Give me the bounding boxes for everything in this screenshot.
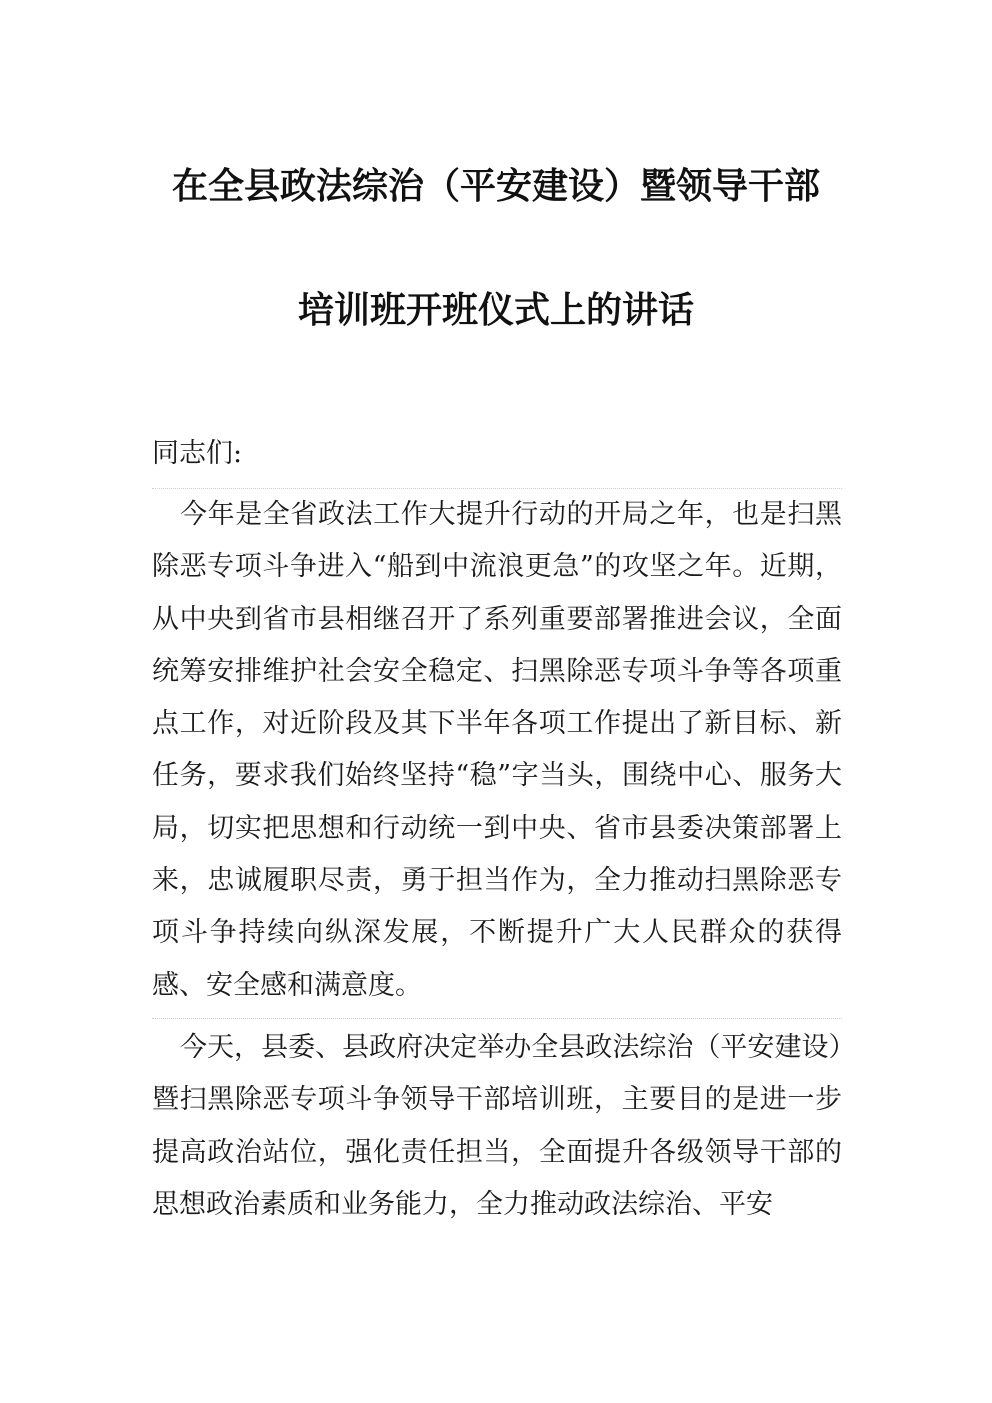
document-title-line-1: 在全县政法综治（平安建设）暨领导干部 [171,165,820,207]
salutation: 同志们: [152,438,243,469]
paragraph-2: 今天，县委、县政府决定举办全县政法综治（平安建设）暨扫黑除恶专项斗争领导干部培训班，主要目的是进一步提高政治站位，强化责任担当，全面提升各级领导干部的思想政治素质和业务能力，全力推动政法综治、平安 [152,1032,842,1220]
paragraph-1: 今年是全省政法工作大提升行动的开局之年，也是扫黑除恶专项斗争进入“船到中流浪更急”的攻坚之年。近期，从中央到省市县相继召开了系列重要部署推进会议，全面统筹安排维护社会安全稳定、扫黑除恶专项斗争等各项重点工作，对近阶段及其下半年各项工作提出了新目标、新任务，要求我们始终坚持“稳”字当头，围绕中心、服务大局，切实把思想和行动统一到中央、省市县委决策部署上来，忠诚履职尽责，勇于担当作为，全力推动扫黑除恶专项斗争持续向纵深发展，不断提升广大人民群众的获得感、安全感和满意度。 [152,488,842,1019]
document-title-line-2: 培训班开班仪式上的讲话 [297,289,694,331]
